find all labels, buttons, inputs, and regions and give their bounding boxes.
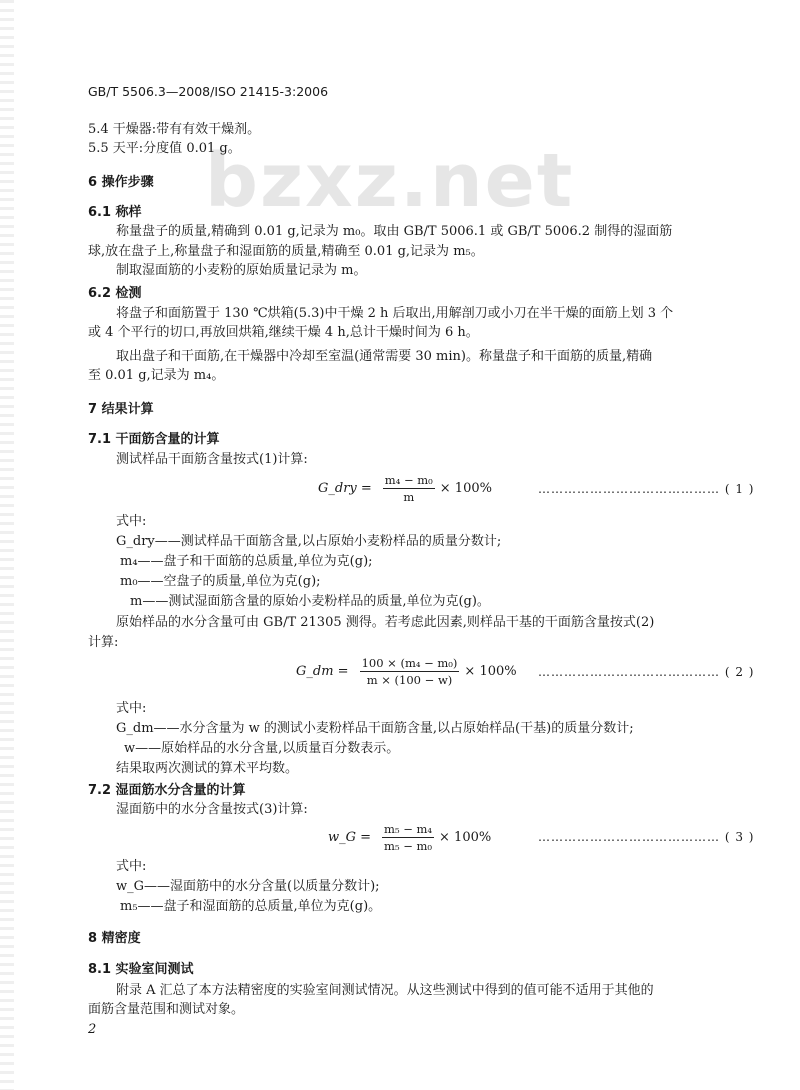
fraction-denominator: m (403, 490, 415, 504)
equation-number: ( 1 ) (724, 482, 755, 496)
equation-fraction (383, 473, 435, 504)
fraction-numerator: m₅ − m₄ (384, 822, 433, 836)
paragraph-line: 计算: (88, 635, 119, 650)
clause-5-5: 5.5 天平:分度值 0.01 g。 (88, 141, 241, 156)
equation-rhs: × 100% (439, 481, 492, 496)
equation-2 (296, 656, 517, 687)
paragraph-line: 附录 A 汇总了本方法精密度的实验室间测试情况。从这些测试中得到的值可能不适用于其他的 (116, 983, 654, 998)
section-7-heading: 7 结果计算 (88, 402, 154, 417)
fraction-denominator: m × (100 − w) (366, 673, 453, 687)
paragraph-line: 至 0.01 g,记录为 m₄。 (88, 368, 225, 383)
variable-definition: w——原始样品的水分含量,以质量百分数表示。 (124, 741, 400, 756)
leader-dots: …………………………………… (538, 830, 720, 844)
fraction-numerator: 100 × (m₄ − m₀) (361, 656, 458, 670)
paragraph-line: 结果取两次测试的算术平均数。 (116, 761, 299, 776)
clause-7-2-heading: 7.2 湿面筋水分含量的计算 (88, 783, 246, 798)
equation-leader (538, 830, 754, 844)
variable-definition: w_G——湿面筋中的水分含量(以质量分数计); (116, 879, 380, 894)
equation-leader (538, 665, 754, 679)
standard-header: GB/T 5506.3—2008/ISO 21415-3:2006 (88, 84, 329, 99)
where-label: 式中: (116, 514, 147, 529)
equation-lhs: G_dry = (318, 481, 372, 496)
variable-definition: m₅——盘子和湿面筋的总质量,单位为克(g)。 (120, 899, 382, 914)
variable-definition: m₄——盘子和干面筋的总质量,单位为克(g); (120, 554, 373, 569)
page-number: 2 (88, 1022, 97, 1037)
paragraph-line: 原始样品的水分含量可由 GB/T 21305 测得。若考虑此因素,则样品干基的干面筋含量按式(2) (116, 615, 655, 630)
section-6-heading: 6 操作步骤 (88, 175, 154, 190)
paragraph-line: 湿面筋中的水分含量按式(3)计算: (116, 802, 308, 817)
paragraph-line: 取出盘子和干面筋,在干燥器中冷却至室温(通常需要 30 min)。称量盘子和干面筋的质量,精确 (116, 349, 653, 364)
clause-7-1-heading: 7.1 干面筋含量的计算 (88, 432, 220, 447)
equation-3 (328, 822, 491, 853)
paragraph-line: 球,放在盘子上,称量盘子和湿面筋的质量,精确至 0.01 g,记录为 m₅。 (88, 244, 484, 259)
leader-dots: …………………………………… (538, 665, 720, 679)
binding-edge (0, 0, 14, 1090)
leader-dots: …………………………………… (538, 482, 720, 496)
variable-definition: G_dry——测试样品干面筋含量,以占原始小麦粉样品的质量分数计; (116, 534, 502, 549)
clause-6-1-heading: 6.1 称样 (88, 205, 142, 220)
clause-5-4: 5.4 干燥器:带有有效干燥剂。 (88, 122, 261, 137)
section-8-heading: 8 精密度 (88, 931, 141, 946)
paragraph-line: 测试样品干面筋含量按式(1)计算: (116, 452, 308, 467)
equation-rhs: × 100% (439, 830, 492, 845)
equation-lhs: G_dm = (296, 664, 349, 679)
paragraph-line: 制取湿面筋的小麦粉的原始质量记录为 m。 (116, 263, 367, 278)
equation-lhs: w_G = (328, 830, 372, 845)
fraction-denominator: m₅ − m₀ (384, 839, 433, 853)
where-label: 式中: (116, 859, 147, 874)
equation-number: ( 2 ) (724, 665, 755, 679)
equation-1 (318, 473, 492, 504)
paragraph-line: 将盘子和面筋置于 130 ℃烘箱(5.3)中干燥 2 h 后取出,用解剖刀或小刀在半干燥的面筋上划 3 个 (116, 306, 674, 321)
paragraph-line: 面筋含量范围和测试对象。 (88, 1002, 245, 1017)
paragraph-line: 或 4 个平行的切口,再放回烘箱,继续干燥 4 h,总计干燥时间为 6 h。 (88, 325, 479, 340)
fraction-numerator: m₄ − m₀ (384, 473, 433, 487)
where-label: 式中: (116, 701, 147, 716)
equation-rhs: × 100% (464, 664, 517, 679)
variable-definition: m——测试湿面筋含量的原始小麦粉样品的质量,单位为克(g)。 (130, 594, 490, 609)
equation-fraction (360, 656, 460, 687)
variable-definition: m₀——空盘子的质量,单位为克(g); (120, 574, 321, 589)
watermark: bzxz.net (205, 138, 575, 224)
paragraph-line: 称量盘子的质量,精确到 0.01 g,记录为 m₀。取由 GB/T 5006.1 或 GB/T 5006.2 制得的湿面筋 (116, 224, 673, 239)
equation-leader (538, 482, 754, 496)
variable-definition: G_dm——水分含量为 w 的测试小麦粉样品干面筋含量,以占原始样品(干基)的质量分数计; (116, 721, 634, 736)
equation-fraction (382, 822, 434, 853)
clause-6-2-heading: 6.2 检测 (88, 286, 142, 301)
equation-number: ( 3 ) (724, 830, 755, 844)
clause-8-1-heading: 8.1 实验室间测试 (88, 962, 194, 977)
